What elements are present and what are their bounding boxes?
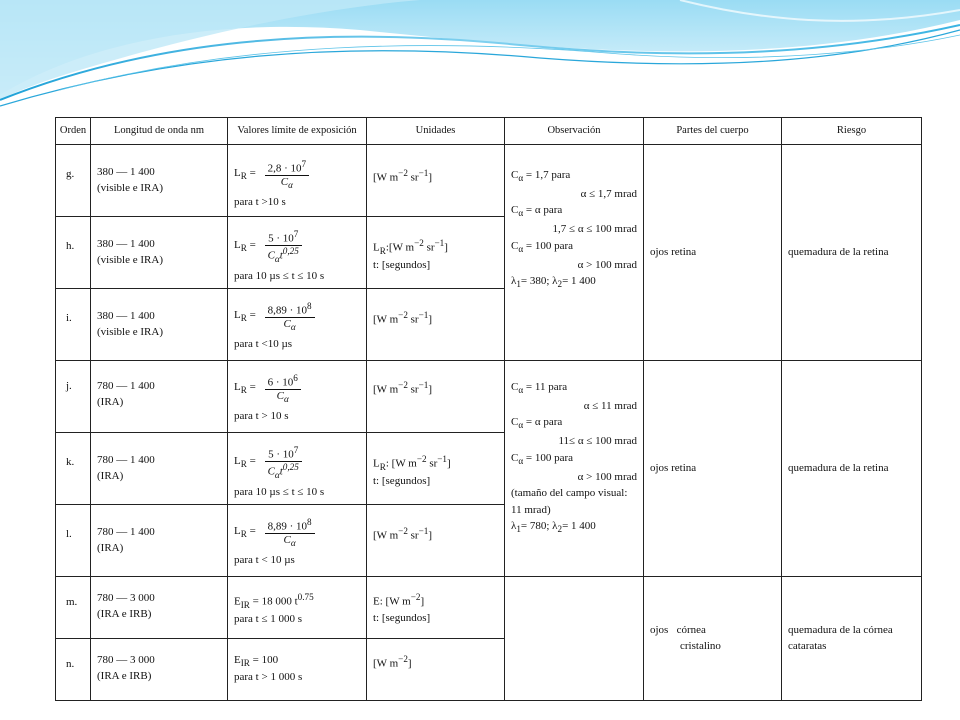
observation-empty: [505, 577, 643, 583]
header-longitud: Longitud de onda nm: [91, 118, 228, 145]
wavelength-range: 380 — 1 400: [97, 310, 155, 322]
condition-text: para 10 µs ≤ t ≤ 10 s: [234, 269, 325, 282]
units-cell: [W $m^{-2}$ $sr^{-1}$]: [373, 310, 433, 326]
table-row: [56, 577, 922, 639]
table-row: [56, 145, 922, 217]
units-cell: $L_R$: [W $m^{-2}$ $sr^{-1}$] t: [segundos]: [373, 454, 451, 488]
risk-retina-2: quemadura de la retina: [788, 461, 889, 474]
wavelength-band: (visible e IRA): [97, 325, 163, 338]
wavelength-range: 380 — 1 400: [97, 166, 155, 178]
formula-fraction: $\frac{6 \cdot 10^6}{C_\alpha}$: [265, 373, 301, 405]
body-part-retina-2: ojos retina: [650, 461, 697, 474]
header-partes: Partes del cuerpo: [644, 118, 782, 145]
header-observacion: Observación: [505, 118, 644, 145]
formula-line: $E_{IR} = 100$: [234, 654, 279, 669]
units-cell: [W $m^{-2}$ $sr^{-1}$]: [373, 526, 433, 542]
decorative-wave-banner: [0, 0, 960, 120]
formula-lhs: $L_R$ =: [234, 525, 256, 540]
wavelength-band: (IRA): [97, 395, 124, 408]
table-header-row: [56, 118, 922, 145]
wavelength-band: (visible e IRA): [97, 181, 163, 194]
orden-cell: l.: [66, 528, 72, 540]
formula-lhs: $L_R$ =: [234, 381, 256, 396]
wavelength-band: (IRA): [97, 469, 124, 482]
units-cell: E: [W $m^{-2}$] t: [segundos]: [373, 592, 431, 624]
formula-fraction: $\frac{8,89 \cdot 10^8}{C_\alpha}$: [265, 517, 315, 549]
wavelength-band: (visible e IRA): [97, 253, 163, 266]
wavelength-range: 780 — 3 000: [97, 592, 155, 604]
condition-text: para 10 µs ≤ t ≤ 10 s: [234, 485, 325, 498]
orden-cell: m.: [66, 596, 78, 608]
wavelength-range: 780 — 3 000: [97, 654, 155, 666]
formula-lhs: $L_R$ =: [234, 309, 256, 324]
orden-cell: g.: [66, 168, 75, 180]
condition-text: para t ≤ 1 000 s: [234, 613, 303, 626]
units-cell: [W $m^{-2}$ $sr^{-1}$]: [373, 380, 433, 396]
header-riesgo: Riesgo: [782, 118, 922, 145]
wavelength-band: (IRA e IRB): [97, 607, 152, 620]
header-orden: Orden: [56, 118, 91, 145]
wavelength-range: 380 — 1 400: [97, 238, 155, 250]
table-row: [56, 361, 922, 433]
orden-cell: n.: [66, 658, 75, 670]
observation-group-1: $C_\alpha = 1,7$ para α ≤ 1,7 mrad $C_\alpha = \alpha$ para 1,7 ≤ α ≤ 100 mrad $C_\alpha = 100$ para α > 100 mrad $\lambda_1= 380$; $\lambda_2= 1$ 400: [511, 169, 637, 290]
wavelength-range: 780 — 1 400: [97, 380, 155, 392]
condition-text: para t <10 µs: [234, 338, 293, 351]
orden-cell: h.: [66, 240, 75, 252]
body-part-retina-1: ojos retina: [650, 245, 697, 258]
formula-line: $E_{IR} = 18$ 000 $t^{0.75}$: [234, 592, 314, 610]
wavelength-range: 780 — 1 400: [97, 526, 155, 538]
orden-cell: k.: [66, 456, 75, 468]
condition-text: para t < 10 µs: [234, 554, 295, 567]
formula-fraction: $\frac{8,89 \cdot 10^8}{C_\alpha}$: [265, 301, 315, 333]
formula-fraction: $\frac{5 \cdot 10^7}{C_\alpha t^{0,25}}$: [265, 229, 302, 265]
wavelength-band: (IRA e IRB): [97, 669, 152, 682]
observation-group-2: $C_\alpha = 11$ para α ≤ 11 mrad $C_\alpha = \alpha$ para 11≤ α ≤ 100 mrad $C_\alpha = 100$ para α > 100 mrad (tamaño del campo visual: 11 mrad) $\lambda_1= 780$; $\lambda_2= 1$ 400: [511, 381, 637, 535]
wavelength-range: 780 — 1 400: [97, 454, 155, 466]
header-unidades: Unidades: [367, 118, 505, 145]
risk-retina-1: quemadura de la retina: [788, 245, 889, 258]
formula-lhs: $L_R$ =: [234, 239, 256, 254]
condition-text: para t >10 s: [234, 196, 286, 209]
condition-text: para t > 10 s: [234, 410, 289, 423]
units-cell: $L_R:[W$ $m^{-2}$ $sr^{-1}$] t: [segundos]: [373, 238, 448, 272]
orden-cell: j.: [66, 380, 72, 392]
condition-text: para t > 1 000 s: [234, 671, 303, 684]
formula-lhs: $L_R$ =: [234, 167, 256, 182]
formula-lhs: $L_R$ =: [234, 455, 256, 470]
units-cell: [W $m^{-2}$ $sr^{-1}$]: [373, 168, 433, 184]
orden-cell: i.: [66, 312, 72, 324]
formula-fraction: $\frac{5 \cdot 10^7}{C_\alpha t^{0,25}}$: [265, 445, 302, 481]
wavelength-band: (IRA): [97, 541, 124, 554]
risk-cornea: quemadura de la córnea cataratas: [788, 623, 893, 652]
units-cell: [W $m^{-2}$]: [373, 654, 412, 670]
exposure-limits-table: [55, 117, 922, 701]
body-part-cornea: ojos córnea cristalino: [650, 623, 721, 652]
formula-fraction: $\frac{2,8 \cdot 10^7}{C_\alpha}$: [265, 159, 310, 191]
header-valores: Valores límite de exposición: [228, 118, 367, 145]
